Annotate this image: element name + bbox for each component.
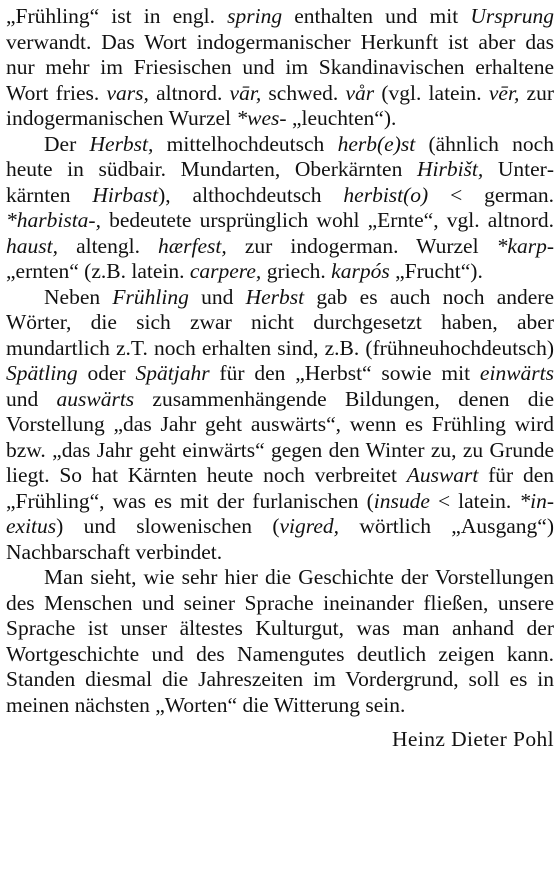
italic-term: vār,	[229, 80, 262, 105]
text-run: oder	[77, 361, 136, 385]
italic-term: Herbst	[245, 284, 305, 309]
text-run: altnord.	[148, 80, 230, 105]
text-run: gab es auch noch andere Wörter, die sich zwar nicht durchgesetzt haben, aber mundartlich z.T. noch erhalten sind, z.B. (frühneuhochdeutsch)	[6, 284, 555, 360]
text-run: „leuchten“).	[286, 106, 397, 130]
italic-term: *harbista-,	[6, 208, 101, 232]
text-run: zur indogerman. Wurzel	[226, 233, 497, 258]
text-run: griech.	[261, 259, 332, 283]
italic-term: karpós	[331, 259, 390, 283]
text-run: und	[188, 284, 246, 309]
text-run: Unterkärnten	[6, 157, 555, 207]
italic-term: auswärts	[56, 386, 135, 411]
italic-term: vars,	[106, 80, 149, 105]
italic-term: Hirbišt,	[416, 157, 484, 181]
text-run: ) und slowenischen (	[56, 514, 280, 538]
text-run: für den „Herbst“ sowie mit	[209, 361, 480, 385]
italic-term: Herbst,	[89, 131, 154, 156]
italic-term: hærfest,	[158, 233, 227, 258]
italic-term: Ursprung	[470, 4, 554, 28]
text-run: (ähnlich noch heute in südbair. Mundarten, Oberkärnten	[6, 131, 554, 181]
italic-term: carpere,	[189, 259, 262, 283]
italic-term: Spätjahr	[135, 361, 210, 385]
text-run: wörtlich „Ausgang“) Nachbarschaft verbindet.	[6, 514, 554, 564]
italic-term: vår	[345, 80, 375, 105]
text-run: < latein.	[429, 488, 520, 513]
text-run: < german.	[428, 182, 555, 207]
text-run: Neben	[44, 284, 113, 309]
text-run: ), althochdeutsch	[158, 182, 344, 207]
italic-term: Hirbast	[92, 182, 159, 207]
text-run: enthalten und mit	[282, 4, 471, 28]
paragraph-4	[6, 565, 554, 718]
text-run: bedeutete ursprünglich wohl „Ernte“, vgl. altnord.	[100, 208, 554, 232]
text-run: zusammenhängende Bildungen, denen die Vorstellung „das Jahr geht auswärts“, wenn es Frühling wird bzw. „das Jahr geht einwärts“ gegen den Winter zu, zu Grunde liegt. So hat Kärnten heute noch verbreitet	[6, 386, 554, 487]
text-run: „ernten“ (z.B. latein.	[6, 259, 190, 283]
text-run: (vgl. latein.	[374, 80, 489, 105]
text-run: verwandt. Das Wort indogermanischer Herkunft ist aber das nur mehr im Friesischen und im Skandinavischen erhaltene Wort fries.	[6, 29, 554, 105]
italic-term: *wes-	[236, 106, 287, 130]
text-run: und	[6, 386, 57, 411]
text-run: schwed.	[261, 80, 346, 105]
italic-term: herbist(o)	[343, 182, 429, 207]
text-run: „Frühling“ ist in engl.	[6, 4, 228, 28]
text-run: Man sieht, wie sehr hier die Geschichte der Vorstellungen des Menschen und seiner Sprache ineinander fließen, unsere Sprache ist unser ältestes Kulturgut, was man anhand der Wortgeschichte und des Namengutes deutlich zeigen kann. Standen diesmal die Jahreszeiten im Vordergrund, soll es in meinen nächsten „Worten“ die Witterung sein.	[6, 565, 554, 717]
italic-term: vēr,	[488, 80, 520, 105]
paragraph-3	[6, 285, 554, 566]
text-run: mittelhochdeutsch	[153, 131, 338, 156]
italic-term: insude	[373, 488, 430, 513]
italic-term: Frühling	[112, 284, 189, 309]
italic-term: spring	[227, 4, 283, 28]
text-run: „Frucht“).	[389, 259, 483, 283]
author-signature: Heinz Dieter Pohl	[391, 727, 554, 751]
italic-term: *in-exitus	[6, 488, 554, 538]
text-run: zur indogermanischen Wurzel	[6, 80, 554, 130]
italic-term: Spätling	[6, 361, 78, 385]
italic-term: einwärts	[479, 361, 554, 385]
paragraph-2	[6, 132, 554, 285]
italic-term: herb(e)st	[337, 131, 416, 156]
italic-term: *karp-	[496, 233, 554, 258]
text-run: Der	[44, 131, 90, 156]
italic-term: Auswart	[406, 463, 479, 487]
italic-term: haust,	[6, 233, 58, 258]
text-run: für den „Frühling“, was es mit der furlanischen (	[6, 463, 554, 513]
paragraph-1	[6, 4, 554, 132]
italic-term: vigred,	[279, 514, 340, 538]
text-run: altengl.	[57, 233, 159, 258]
